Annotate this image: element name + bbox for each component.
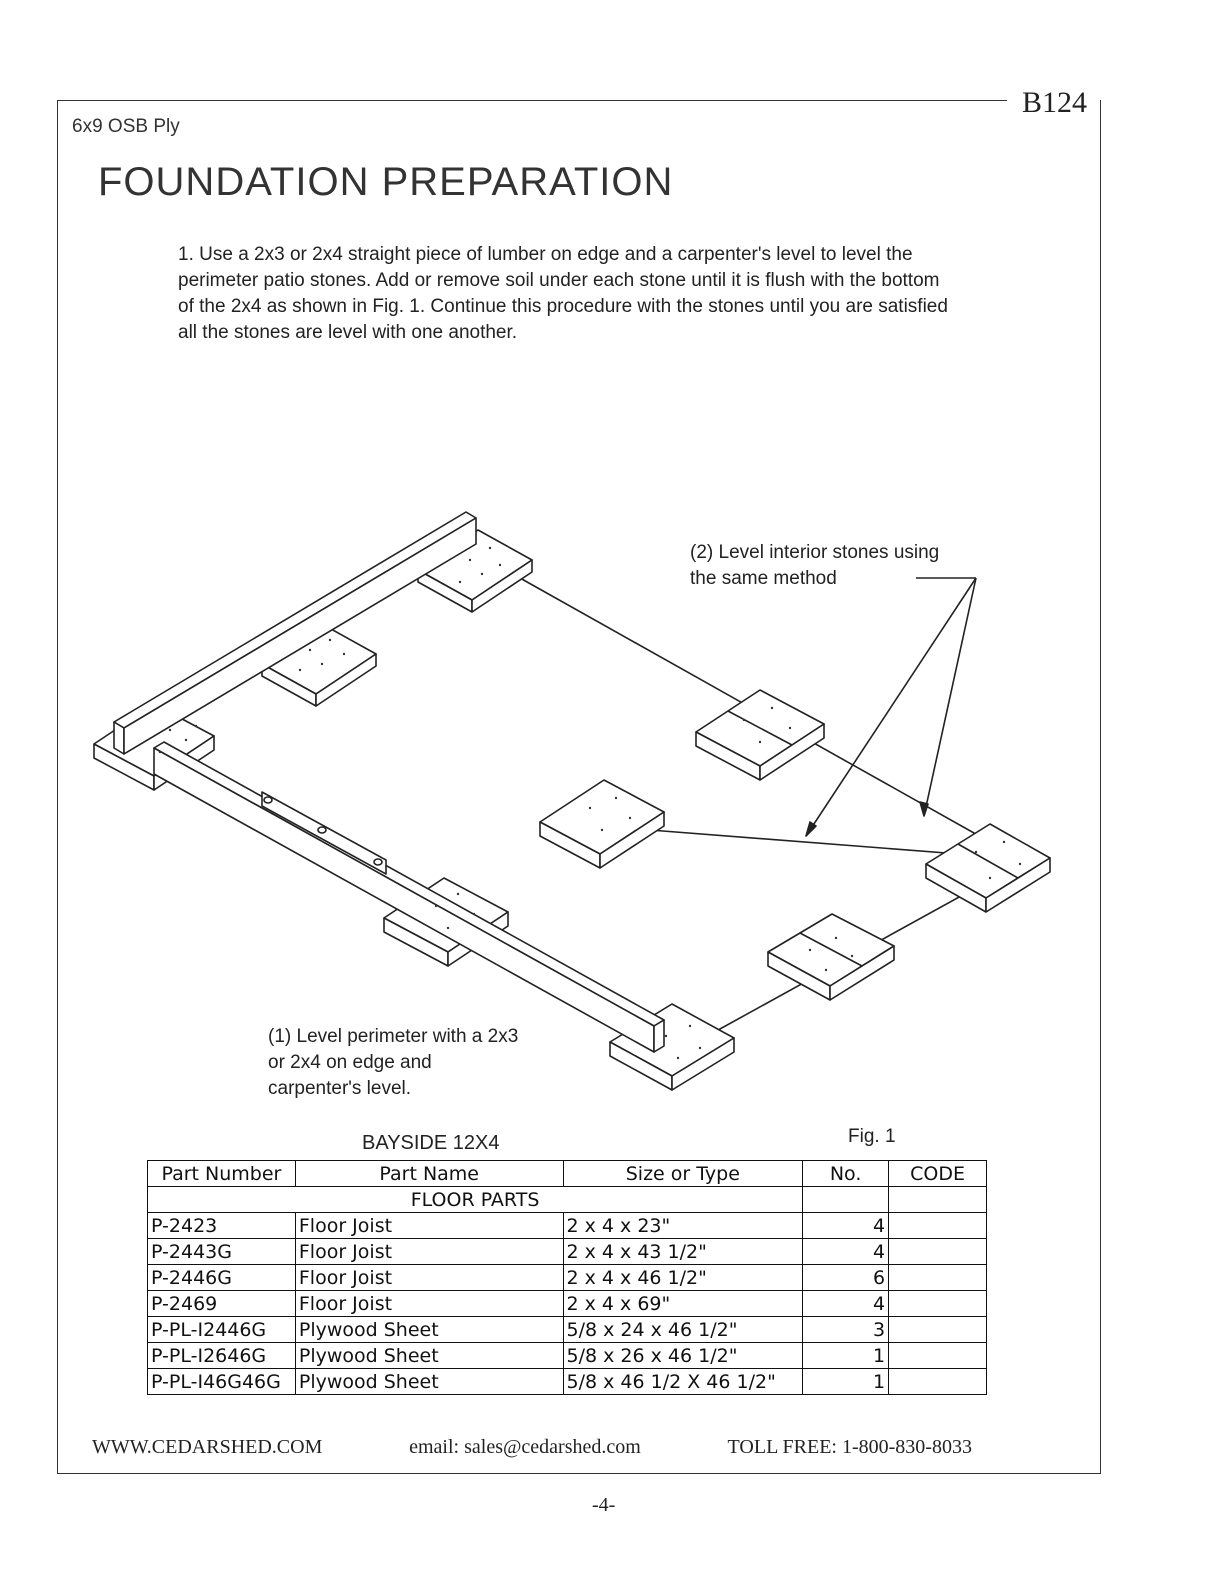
document-code: B124 xyxy=(1022,86,1088,119)
part-name: Floor Joist xyxy=(295,1265,563,1291)
callout-interior-stones: (2) Level interior stones using the same method xyxy=(690,542,940,589)
part-size: 5/8 x 24 x 46 1/2" xyxy=(563,1317,803,1343)
footer-phone: TOLL FREE: 1-800-830-8033 xyxy=(727,1436,972,1458)
callout-arrows xyxy=(806,578,976,836)
part-name: Floor Joist xyxy=(295,1239,563,1265)
part-qty: 4 xyxy=(803,1239,889,1265)
part-code xyxy=(889,1239,987,1265)
part-qty: 6 xyxy=(803,1265,889,1291)
part-qty: 4 xyxy=(803,1213,889,1239)
lumber-board xyxy=(154,742,664,1052)
table-row xyxy=(148,1265,987,1291)
layout-line xyxy=(650,830,985,856)
table-row xyxy=(148,1343,987,1369)
part-code xyxy=(889,1343,987,1369)
table-row xyxy=(148,1239,987,1265)
part-code xyxy=(889,1213,987,1239)
figure-label: Fig. 1 xyxy=(848,1126,896,1147)
part-name: Floor Joist xyxy=(295,1213,563,1239)
table-row xyxy=(148,1317,987,1343)
footer-email: email: sales@cedarshed.com xyxy=(409,1436,641,1458)
footer-website: WWW.CEDARSHED.COM xyxy=(92,1436,323,1458)
col-code: CODE xyxy=(889,1161,987,1187)
table-row xyxy=(148,1369,987,1395)
part-qty: 4 xyxy=(803,1291,889,1317)
patio-stone xyxy=(926,824,1050,912)
col-part-name: Part Name xyxy=(295,1161,563,1187)
part-number: P-2443G xyxy=(148,1239,296,1265)
part-size: 2 x 4 x 69" xyxy=(563,1291,803,1317)
part-qty: 1 xyxy=(803,1343,889,1369)
parts-table-title: BAYSIDE 12X4 xyxy=(362,1132,500,1154)
col-part-number: Part Number xyxy=(148,1161,296,1187)
part-size: 2 x 4 x 43 1/2" xyxy=(563,1239,803,1265)
part-name: Plywood Sheet xyxy=(295,1317,563,1343)
patio-stone xyxy=(768,914,894,1000)
part-size: 5/8 x 46 1/2 X 46 1/2" xyxy=(563,1369,803,1395)
part-number: P-2446G xyxy=(148,1265,296,1291)
part-number: P-PL-I2446G xyxy=(148,1317,296,1343)
patio-stone xyxy=(696,690,824,780)
section-code-cell xyxy=(889,1187,987,1213)
part-qty: 3 xyxy=(803,1317,889,1343)
part-number: P-PL-I46G46G xyxy=(148,1369,296,1395)
part-number: P-2423 xyxy=(148,1213,296,1239)
part-number: P-2469 xyxy=(148,1291,296,1317)
part-size: 2 x 4 x 23" xyxy=(563,1213,803,1239)
part-name: Floor Joist xyxy=(295,1291,563,1317)
instruction-text: 1. Use a 2x3 or 2x4 straight piece of lumber on edge and a carpenter's level to level the perimeter patio stones. Add or remove soil under each stone until it is flush with the bottom of the 2x4 as shown in Fig. 1. Continue this procedure with the stones until you are satisfied all the stones are level with one another. xyxy=(178,244,948,343)
part-size: 5/8 x 26 x 46 1/2" xyxy=(563,1343,803,1369)
page-subtitle: 6x9 OSB Ply xyxy=(72,116,180,137)
part-code xyxy=(889,1291,987,1317)
part-name: Plywood Sheet xyxy=(295,1343,563,1369)
page-title: FOUNDATION PREPARATION xyxy=(98,160,674,204)
part-code xyxy=(889,1369,987,1395)
col-size: Size or Type xyxy=(563,1161,803,1187)
patio-stone xyxy=(540,780,664,868)
callout-perimeter: (1) Level perimeter with a 2x3 or 2x4 on edge and carpenter's level. xyxy=(268,1026,519,1099)
section-row xyxy=(148,1187,987,1213)
table-row xyxy=(148,1213,987,1239)
part-code xyxy=(889,1265,987,1291)
table-row xyxy=(148,1291,987,1317)
part-size: 2 x 4 x 46 1/2" xyxy=(563,1265,803,1291)
parts-table-header xyxy=(148,1161,987,1187)
section-label: FLOOR PARTS xyxy=(148,1187,803,1213)
lumber-board xyxy=(114,512,476,754)
parts-table xyxy=(147,1160,987,1395)
part-name: Plywood Sheet xyxy=(295,1369,563,1395)
footer xyxy=(92,1436,972,1459)
part-qty: 1 xyxy=(803,1369,889,1395)
part-number: P-PL-I2646G xyxy=(148,1343,296,1369)
part-code xyxy=(889,1317,987,1343)
page-number: -4- xyxy=(592,1494,616,1516)
section-qty-cell xyxy=(803,1187,889,1213)
col-qty: No. xyxy=(803,1161,889,1187)
